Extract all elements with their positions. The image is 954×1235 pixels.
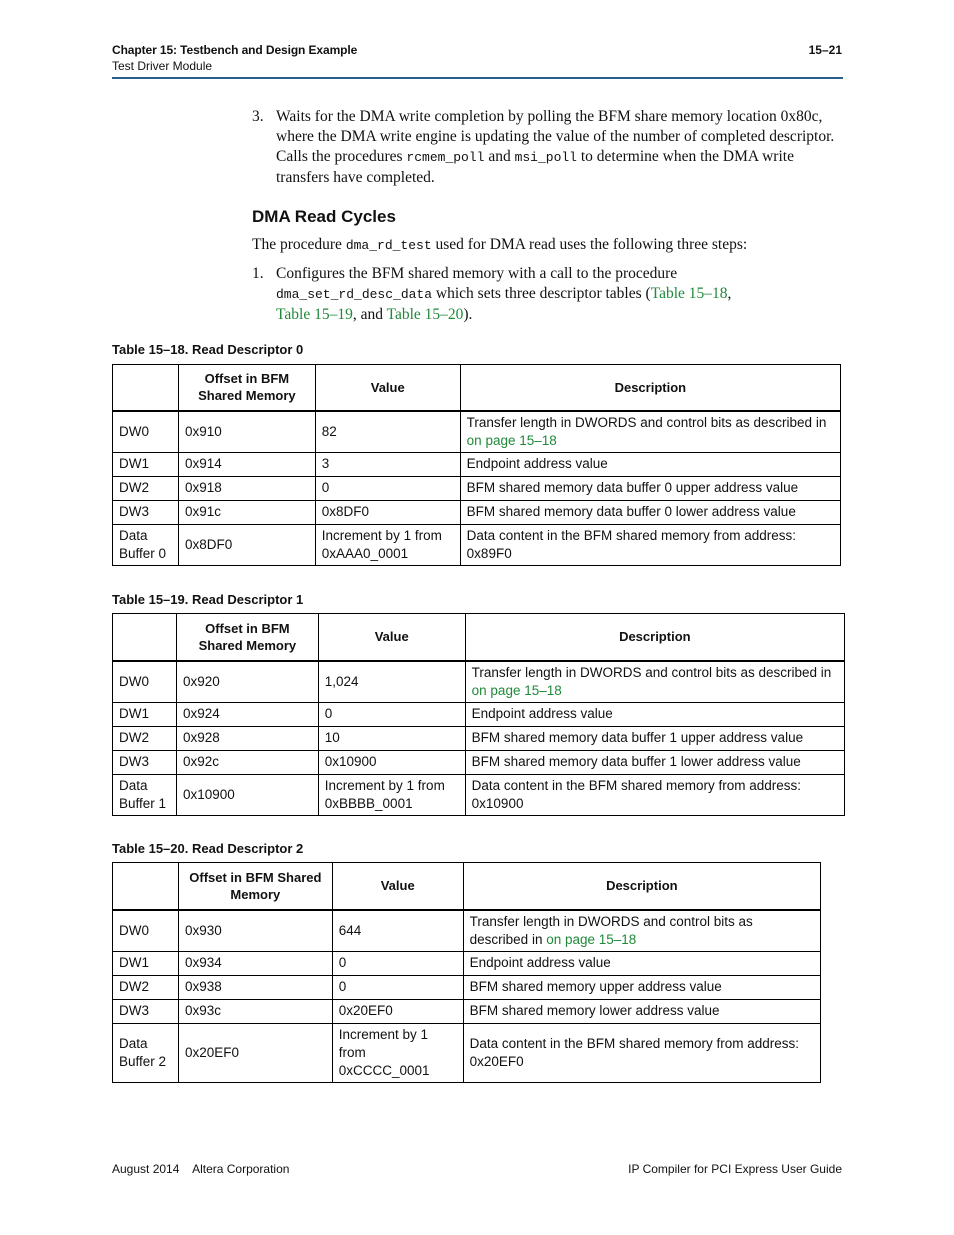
step-text: Waits for the DMA write completion by polling the BFM share memory location 0x80c, where the DMA write engine is updating the value of the number of completed descriptor. Calls the procedures rcmem_poll and msi_poll to determine when the DMA write transfers have completed. [276, 108, 835, 186]
step-number: 1. [252, 265, 264, 282]
link-table-15-19[interactable]: Table 15–19 [276, 306, 353, 323]
running-header-chapter: Chapter 15: Testbench and Design Example [112, 43, 358, 57]
table-row [113, 476, 841, 500]
cell: 0x920 [176, 661, 318, 703]
header-cell [113, 365, 179, 411]
cell: Transfer length in DWORDS and control bits as described in on page 15–18 [460, 411, 840, 453]
cell: DW2 [113, 975, 179, 999]
table-header-row [113, 614, 845, 661]
cell: 0x938 [178, 975, 332, 999]
table-row [113, 411, 841, 453]
header-cell: Description [463, 863, 820, 910]
code-dma-set-rd-desc-data: dma_set_rd_desc_data [276, 287, 433, 302]
cell: DW2 [113, 476, 179, 500]
cell: 0x20EF0 [332, 999, 463, 1023]
cell: DW1 [113, 452, 179, 476]
cell: 0x910 [178, 411, 315, 453]
cell: 0x8DF0 [178, 524, 315, 565]
table-caption: Table 15–19. Read Descriptor 1 [112, 592, 304, 607]
header-cell [113, 863, 179, 910]
cell: Endpoint address value [463, 951, 820, 975]
cell: Increment by 1 from 0xAAA0_0001 [315, 524, 460, 565]
cell: Increment by 1 from 0xCCCC_0001 [332, 1023, 463, 1082]
table-header-row [113, 365, 841, 411]
read-descriptor-0-table [112, 364, 841, 566]
header-cell: Value [315, 365, 460, 411]
table-row [113, 774, 845, 815]
table-row [113, 524, 841, 565]
step-number: 3. [252, 108, 264, 125]
cell: 0x20EF0 [178, 1023, 332, 1082]
cell: DW1 [113, 951, 179, 975]
table-caption: Table 15–18. Read Descriptor 0 [112, 342, 304, 357]
table-row [113, 975, 821, 999]
running-header-section: Test Driver Module [112, 59, 213, 73]
cell: 1,024 [318, 661, 465, 703]
step-text: Configures the BFM shared memory with a call to the procedure dma_set_rd_desc_data which sets three descriptor tables (Table 15–18, Table 15–19, and Table 15–20). [276, 265, 732, 323]
header-cell: Description [465, 614, 844, 661]
cell: 10 [318, 726, 465, 750]
cell: BFM shared memory data buffer 1 lower address value [465, 750, 844, 774]
cell: 0 [315, 476, 460, 500]
code-dma-rd-test: dma_rd_test [345, 238, 432, 253]
cell: Endpoint address value [465, 702, 844, 726]
header-cell: Description [460, 365, 840, 411]
table-row [113, 1023, 821, 1082]
link-page-15-18[interactable]: on page 15–18 [471, 682, 562, 698]
table-row [113, 500, 841, 524]
table-row [113, 750, 845, 774]
cell: DW0 [113, 910, 179, 952]
cell: Data Buffer 2 [113, 1023, 179, 1082]
cell: DW0 [113, 411, 179, 453]
cell: DW1 [113, 702, 177, 726]
cell: Transfer length in DWORDS and control bits as described in on page 15–18 [463, 910, 820, 952]
cell: 644 [332, 910, 463, 952]
table-caption: Table 15–20. Read Descriptor 2 [112, 841, 304, 856]
footer-left: August 2014 Altera Corporation [112, 1162, 290, 1176]
cell: 0x10900 [176, 774, 318, 815]
cell: BFM shared memory upper address value [463, 975, 820, 999]
cell: DW0 [113, 661, 177, 703]
link-table-15-18[interactable]: Table 15–18 [650, 285, 728, 302]
cell: Data Buffer 1 [113, 774, 177, 815]
footer-right: IP Compiler for PCI Express User Guide [628, 1162, 842, 1176]
header-rule [112, 77, 843, 79]
cell: 0x91c [178, 500, 315, 524]
link-table-15-20[interactable]: Table 15–20 [386, 306, 464, 323]
header-cell [113, 614, 177, 661]
header-cell: Offset in BFM Shared Memory [176, 614, 318, 661]
table-row [113, 452, 841, 476]
cell: DW2 [113, 726, 177, 750]
cell: Increment by 1 from 0xBBBB_0001 [318, 774, 465, 815]
cell: BFM shared memory data buffer 0 upper address value [460, 476, 840, 500]
cell: Endpoint address value [460, 452, 840, 476]
section-title: DMA Read Cycles [252, 207, 396, 226]
cell: DW3 [113, 999, 179, 1023]
table-header-row [113, 863, 821, 910]
cell: 0x918 [178, 476, 315, 500]
table-row [113, 661, 845, 703]
cell: 0 [332, 951, 463, 975]
code-msi-poll: msi_poll [514, 150, 577, 165]
cell: 0x92c [176, 750, 318, 774]
cell: DW3 [113, 500, 179, 524]
cell: 0x930 [178, 910, 332, 952]
cell: 0x93c [178, 999, 332, 1023]
header-cell: Value [332, 863, 463, 910]
cell: 0x924 [176, 702, 318, 726]
cell: BFM shared memory data buffer 1 upper address value [465, 726, 844, 750]
cell: Data content in the BFM shared memory from address: 0x20EF0 [463, 1023, 820, 1082]
header-cell: Offset in BFM Shared Memory [178, 365, 315, 411]
table-row [113, 726, 845, 750]
cell: 3 [315, 452, 460, 476]
cell: 0x914 [178, 452, 315, 476]
link-page-15-18[interactable]: on page 15–18 [546, 931, 637, 947]
cell: 82 [315, 411, 460, 453]
cell: BFM shared memory data buffer 0 lower address value [460, 500, 840, 524]
read-descriptor-1-table [112, 613, 845, 816]
cell: BFM shared memory lower address value [463, 999, 820, 1023]
cell: 0x934 [178, 951, 332, 975]
page-number: 15–21 [808, 43, 842, 57]
table-row [113, 702, 845, 726]
link-page-15-18[interactable]: on page 15–18 [466, 432, 557, 448]
read-descriptor-2-table [112, 862, 821, 1083]
cell: 0 [318, 702, 465, 726]
cell: 0x10900 [318, 750, 465, 774]
header-cell: Value [318, 614, 465, 661]
table-row [113, 999, 821, 1023]
cell: 0 [332, 975, 463, 999]
code-rcmem-poll: rcmem_poll [406, 150, 485, 165]
cell: 0x928 [176, 726, 318, 750]
cell: Data content in the BFM shared memory from address: 0x89F0 [460, 524, 840, 565]
cell: Transfer length in DWORDS and control bits as described in on page 15–18 [465, 661, 844, 703]
table-row [113, 910, 821, 952]
section-intro: The procedure dma_rd_test used for DMA read uses the following three steps: [252, 236, 748, 253]
cell: Data Buffer 0 [113, 524, 179, 565]
cell: Data content in the BFM shared memory from address: 0x10900 [465, 774, 844, 815]
header-cell: Offset in BFM Shared Memory [178, 863, 332, 910]
cell: 0x8DF0 [315, 500, 460, 524]
cell: DW3 [113, 750, 177, 774]
table-row [113, 951, 821, 975]
